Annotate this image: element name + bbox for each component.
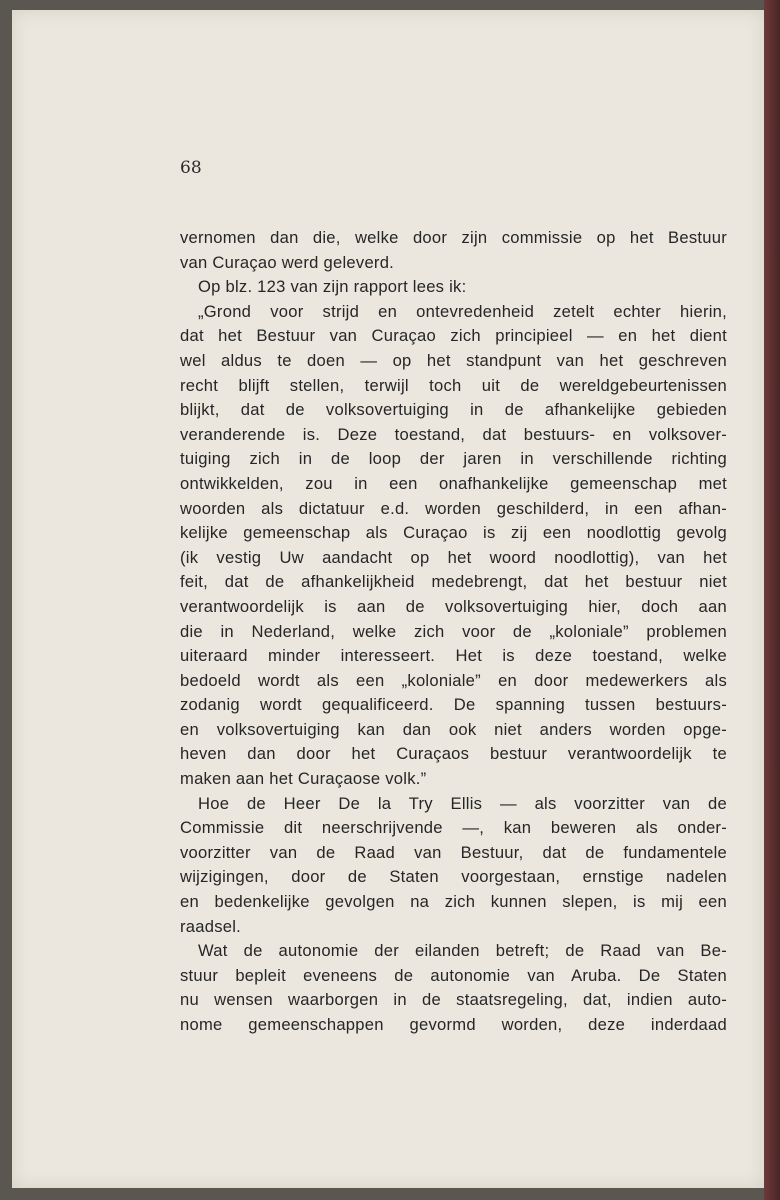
text-line: veranderende is. Deze toestand, dat bestuurs- en volksover- [180,424,727,444]
page-number: 68 [180,158,202,178]
text-line: die in Nederland, welke zich voor de „koloniale” problemen [180,621,727,641]
text-line: Op blz. 123 van zijn rapport lees ik: [198,277,467,297]
text-line: en volksovertuiging kan dan ook niet anders worden opge- [180,719,727,739]
text-line: nome gemeenschappen gevormd worden, deze inderdaad [180,1015,727,1034]
text-line: bedoeld wordt als een „koloniale” en door medewerkers als [180,670,727,690]
text-line: maken aan het Curaçaose volk.” [180,769,427,789]
text-line: „Grond voor strijd en ontevredenheid zetelt echter hierin, [198,301,727,321]
text-line: voorzitter van de Raad van Bestuur, dat de fundamentele [180,842,727,862]
text-line: stuur bepleit eveneens de autonomie van Aruba. De Staten [180,965,727,985]
text-line: (ik vestig Uw aandacht op het woord noodlottig), van het [180,547,727,567]
text-line: ontwikkelden, zou in een onafhankelijke gemeenschap met [180,473,727,493]
text-line: wijzigingen, door de Staten voorgestaan, ernstige nadelen [180,867,727,887]
text-line: heven dan door het Curaçaos bestuur verantwoordelijk te [180,744,727,764]
text-line: Hoe de Heer De la Try Ellis — als voorzitter van de [198,793,727,813]
text-line: Wat de autonomie der eilanden betreft; de Raad van Be- [198,941,727,961]
text-line: wel aldus te doen — op het standpunt van het geschreven [180,350,727,370]
text-line: dat het Bestuur van Curaçao zich principieel — en het dient [180,326,727,346]
text-line: feit, dat de afhankelijkheid medebrengt, dat het bestuur niet [180,572,727,592]
text-line: nu wensen waarborgen in de staatsregeling, dat, indien auto- [180,990,727,1010]
text-line: verantwoordelijk is aan de volksovertuiging hier, doch aan [180,596,727,616]
text-line: vernomen dan die, welke door zijn commissie op het Bestuur [180,228,727,247]
text-line: blijkt, dat de volksovertuiging in de afhankelijke gebieden [180,400,727,420]
book-cover-edge [764,0,780,1200]
text-line: recht blijft stellen, terwijl toch uit de wereldgebeurtenissen [180,375,727,395]
text-line: uiteraard minder interesseert. Het is deze toestand, welke [180,646,727,666]
text-line: en bedenkelijke gevolgen na zich kunnen slepen, is mij een [180,892,727,912]
text-line: woorden als dictatuur e.d. worden geschilderd, in een afhan- [180,498,727,518]
text-line: van Curaçao werd geleverd. [180,252,395,272]
text-line: Commissie dit neerschrijvende —, kan beweren als onder- [180,818,727,838]
text-line: zodanig wordt gequalificeerd. De spanning tussen bestuurs- [180,695,727,715]
text-line: tuiging zich in de loop der jaren in verschillende richting [180,449,727,469]
book-page [12,10,764,1188]
body-text [180,226,727,1038]
text-line: raadsel. [180,916,242,936]
text-line: kelijke gemeenschap als Curaçao is zij een noodlottig gevolg [180,523,727,543]
